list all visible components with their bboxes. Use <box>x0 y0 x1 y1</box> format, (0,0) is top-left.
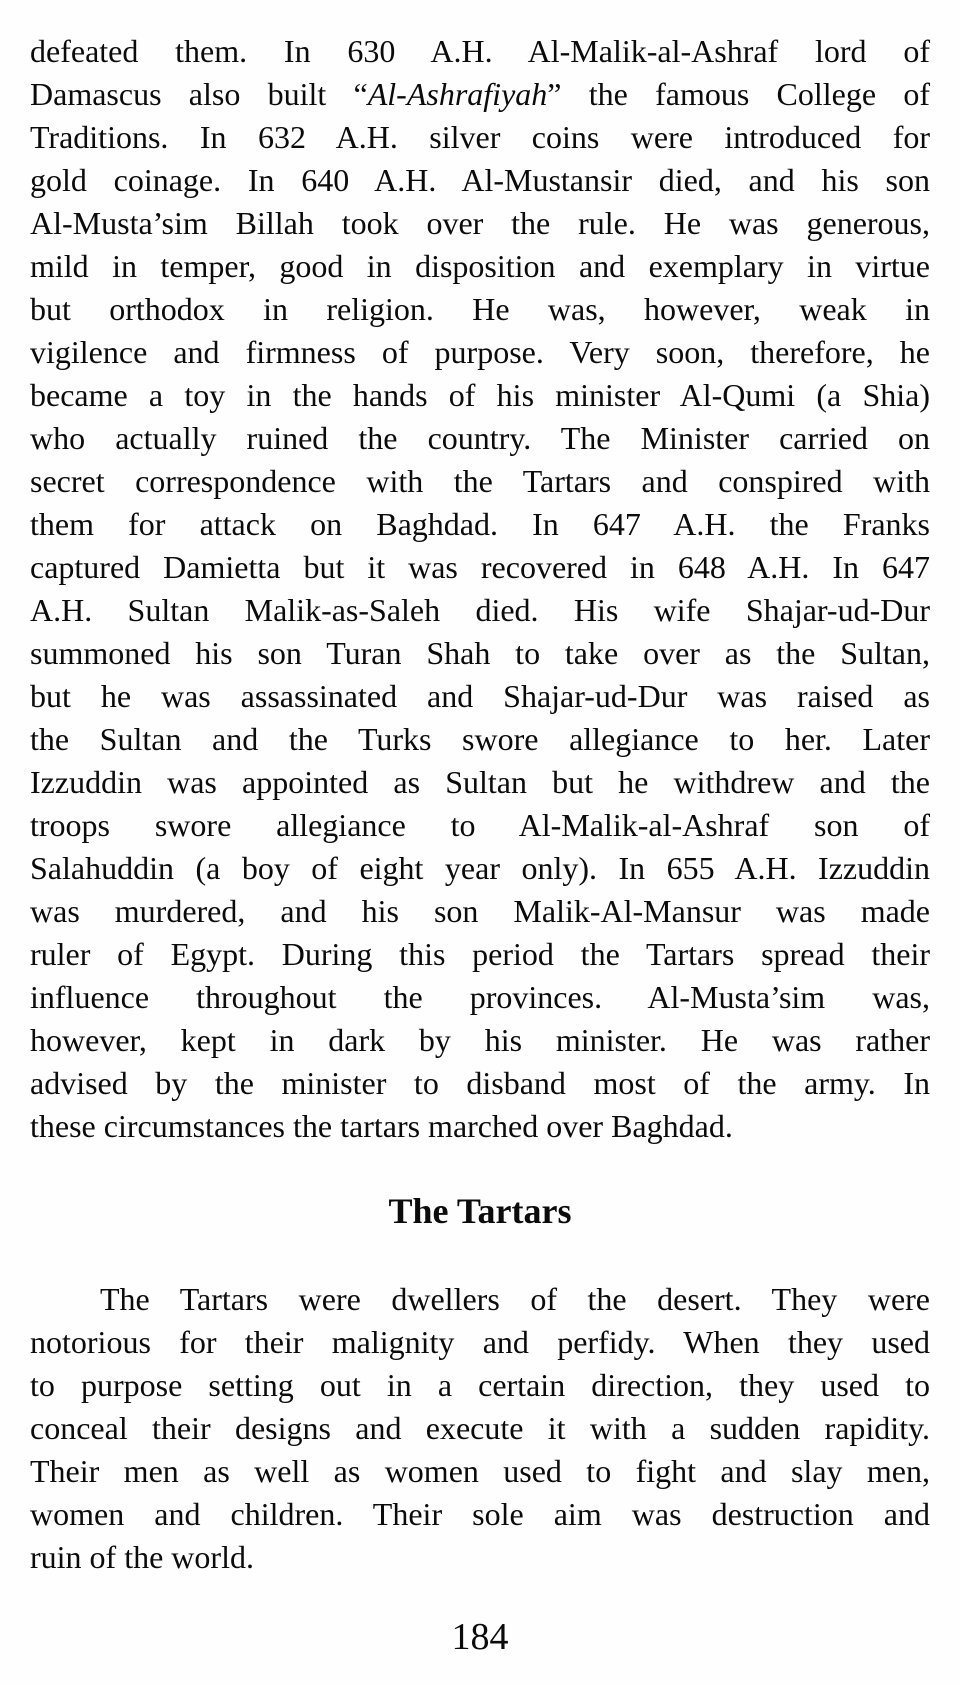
section-heading: The Tartars <box>388 1191 572 1231</box>
text-line: captured Damietta but it was recovered in 648 A.H. In 647 <box>30 549 930 585</box>
text-line: them for attack on Baghdad. In 647 A.H. the Franks <box>30 506 930 542</box>
text-line: Traditions. In 632 A.H. silver coins were introduced for <box>30 119 930 155</box>
text-line: gold coinage. In 640 A.H. Al-Mustansir died, and his son <box>30 162 930 198</box>
text-line: summoned his son Turan Shah to take over as the Sultan, <box>30 635 930 671</box>
text-line: influence throughout the provinces. Al-Musta’sim was, <box>30 979 930 1015</box>
text-line: ruler of Egypt. During this period the Tartars spread their <box>30 936 930 972</box>
text-line: these circumstances the tartars marched over Baghdad. <box>30 1108 733 1144</box>
text-line: Salahuddin (a boy of eight year only). In 655 A.H. Izzuddin <box>30 850 930 886</box>
text-line: ruin of the world. <box>30 1539 254 1575</box>
text-line: The Tartars were dwellers of the desert. They were <box>100 1281 930 1317</box>
text-line: but orthodox in religion. He was, however, weak in <box>30 291 930 327</box>
text-line: A.H. Sultan Malik-as-Saleh died. His wife Shajar-ud-Dur <box>30 592 930 628</box>
text-line: conceal their designs and execute it with a sudden rapidity. <box>30 1410 930 1446</box>
text-line: mild in temper, good in disposition and exemplary in virtue <box>30 248 930 284</box>
text-line: notorious for their malignity and perfidy. When they used <box>30 1324 930 1360</box>
text-line: Al-Musta’sim Billah took over the rule. He was generous, <box>30 205 930 241</box>
text-line: Their men as well as women used to fight and slay men, <box>30 1453 930 1489</box>
text-line: but he was assassinated and Shajar-ud-Dur was raised as <box>30 678 930 714</box>
text-line: troops swore allegiance to Al-Malik-al-Ashraf son of <box>30 807 930 843</box>
text-line: was murdered, and his son Malik-Al-Mansur was made <box>30 893 930 929</box>
text-line: advised by the minister to disband most of the army. In <box>30 1065 930 1101</box>
text-line: defeated them. In 630 A.H. Al-Malik-al-Ashraf lord of <box>30 33 930 69</box>
text-line: became a toy in the hands of his minister Al-Qumi (a Shia) <box>30 377 930 413</box>
text-line: the Sultan and the Turks swore allegiance to her. Later <box>30 721 930 757</box>
text-line: secret correspondence with the Tartars and conspired with <box>30 463 930 499</box>
page-number: 184 <box>451 1616 509 1658</box>
text-line: women and children. Their sole aim was destruction and <box>30 1496 930 1532</box>
text-line: who actually ruined the country. The Minister carried on <box>30 420 930 456</box>
text-line: to purpose setting out in a certain direction, they used to <box>30 1367 930 1403</box>
paragraph-tartars <box>30 1278 930 1579</box>
italic-text: Al-Ashrafiyah <box>367 76 548 112</box>
text-line: Damascus also built “Al-Ashrafiyah” the famous College of <box>30 76 931 112</box>
text-line: vigilence and firmness of purpose. Very soon, therefore, he <box>30 334 930 370</box>
text-line: however, kept in dark by his minister. He was rather <box>30 1022 930 1058</box>
paragraph-continuation <box>30 30 930 1148</box>
text-line: Izzuddin was appointed as Sultan but he withdrew and the <box>30 764 930 800</box>
